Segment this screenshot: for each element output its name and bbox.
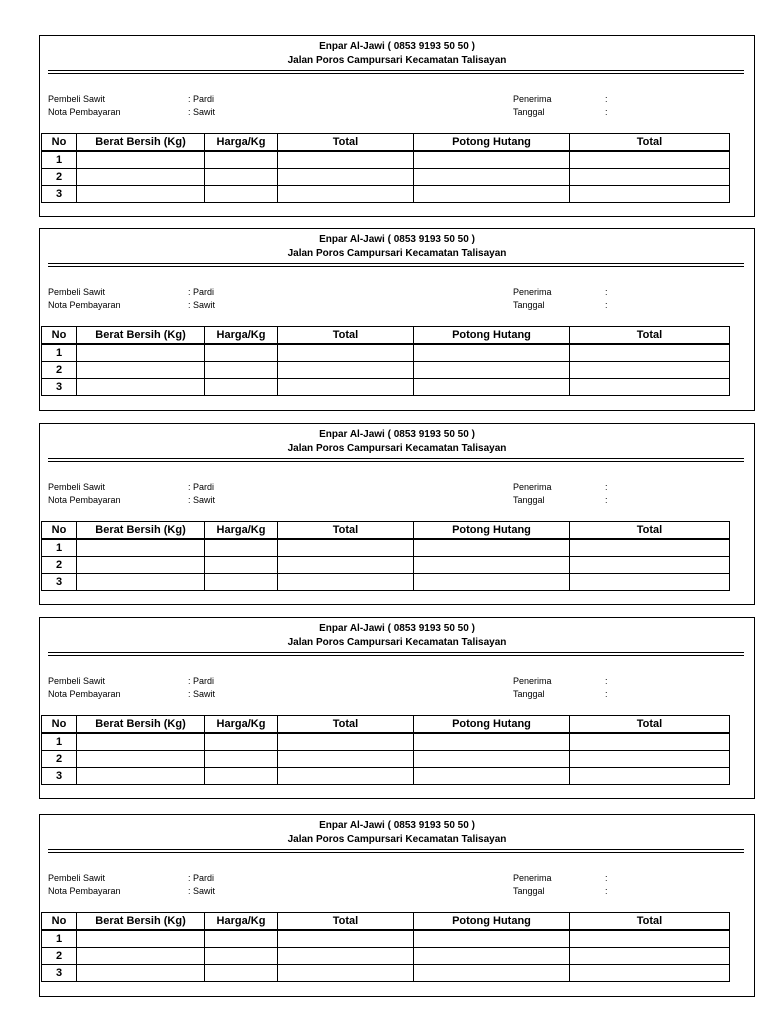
column-header-potong-hutang: Potong Hutang (414, 716, 570, 734)
column-header-no: No (42, 716, 77, 734)
column-header-berat-bersih: Berat Bersih (Kg) (77, 134, 205, 152)
column-header-total-akhir: Total (570, 716, 730, 734)
total-cell[interactable] (278, 965, 414, 982)
nota-value: : Sawit (188, 689, 216, 699)
payment-table (41, 715, 730, 785)
receipt-form (39, 228, 755, 411)
penerima-label: Penerima (513, 676, 552, 686)
company-name: Enpar Al-Jawi ( 0853 9193 50 50 ) (319, 623, 475, 634)
penerima-value: : (605, 482, 608, 492)
berat-bersih-cell[interactable] (77, 930, 205, 948)
column-header-total-akhir: Total (570, 522, 730, 540)
receipt-form (39, 35, 755, 217)
tanggal-value: : (605, 107, 608, 117)
tanggal-value: : (605, 495, 608, 505)
tanggal-label: Tanggal (513, 886, 545, 896)
potong-hutang-cell[interactable] (414, 751, 570, 768)
payment-table (41, 912, 730, 982)
tanggal-value: : (605, 300, 608, 310)
harga-cell[interactable] (205, 379, 278, 396)
column-header-harga: Harga/Kg (205, 716, 278, 734)
penerima-value: : (605, 287, 608, 297)
row-number: 2 (42, 362, 77, 379)
column-header-harga: Harga/Kg (205, 327, 278, 345)
total-akhir-cell[interactable] (570, 557, 730, 574)
column-header-no: No (42, 327, 77, 345)
harga-cell[interactable] (205, 768, 278, 785)
tanggal-label: Tanggal (513, 495, 545, 505)
total-akhir-cell[interactable] (570, 965, 730, 982)
table-header-row (42, 327, 730, 345)
harga-cell[interactable] (205, 344, 278, 362)
potong-hutang-cell[interactable] (414, 539, 570, 557)
nota-label: Nota Pembayaran (48, 689, 121, 699)
table-row (42, 169, 730, 186)
nota-value: : Sawit (188, 300, 216, 310)
potong-hutang-cell[interactable] (414, 186, 570, 203)
column-header-berat-bersih: Berat Bersih (Kg) (77, 522, 205, 540)
payment-table (41, 133, 730, 203)
penerima-label: Penerima (513, 873, 552, 883)
berat-bersih-cell[interactable] (77, 751, 205, 768)
berat-bersih-cell[interactable] (77, 379, 205, 396)
total-cell[interactable] (278, 379, 414, 396)
column-header-total: Total (278, 913, 414, 931)
total-cell[interactable] (278, 362, 414, 379)
column-header-berat-bersih: Berat Bersih (Kg) (77, 913, 205, 931)
table-row (42, 965, 730, 982)
berat-bersih-cell[interactable] (77, 539, 205, 557)
table-header-row (42, 134, 730, 152)
column-header-no: No (42, 134, 77, 152)
potong-hutang-cell[interactable] (414, 362, 570, 379)
potong-hutang-cell[interactable] (414, 151, 570, 169)
table-row (42, 948, 730, 965)
berat-bersih-cell[interactable] (77, 948, 205, 965)
total-akhir-cell[interactable] (570, 151, 730, 169)
column-header-potong-hutang: Potong Hutang (414, 522, 570, 540)
total-akhir-cell[interactable] (570, 539, 730, 557)
potong-hutang-cell[interactable] (414, 733, 570, 751)
receipt-form (39, 617, 755, 799)
table-row (42, 186, 730, 203)
tanggal-label: Tanggal (513, 689, 545, 699)
table-row (42, 930, 730, 948)
berat-bersih-cell[interactable] (77, 965, 205, 982)
harga-cell[interactable] (205, 965, 278, 982)
nota-label: Nota Pembayaran (48, 495, 121, 505)
pembeli-value: : Pardi (188, 676, 215, 686)
pembeli-label: Pembeli Sawit (48, 676, 106, 686)
column-header-total: Total (278, 134, 414, 152)
column-header-total-akhir: Total (570, 134, 730, 152)
total-cell[interactable] (278, 733, 414, 751)
company-address: Jalan Poros Campursari Kecamatan Talisayan (287, 443, 507, 454)
row-number: 2 (42, 948, 77, 965)
total-akhir-cell[interactable] (570, 379, 730, 396)
nota-label: Nota Pembayaran (48, 107, 121, 117)
berat-bersih-cell[interactable] (77, 186, 205, 203)
harga-cell[interactable] (205, 169, 278, 186)
penerima-label: Penerima (513, 94, 552, 104)
total-akhir-cell[interactable] (570, 930, 730, 948)
penerima-label: Penerima (513, 287, 552, 297)
column-header-potong-hutang: Potong Hutang (414, 913, 570, 931)
column-header-no: No (42, 522, 77, 540)
tanggal-label: Tanggal (513, 107, 545, 117)
row-number: 3 (42, 574, 77, 591)
pembeli-label: Pembeli Sawit (48, 94, 106, 104)
row-number: 3 (42, 379, 77, 396)
column-header-no: No (42, 913, 77, 931)
row-number: 3 (42, 965, 77, 982)
harga-cell[interactable] (205, 574, 278, 591)
pembeli-value: : Pardi (188, 94, 215, 104)
harga-cell[interactable] (205, 948, 278, 965)
table-row (42, 557, 730, 574)
berat-bersih-cell[interactable] (77, 733, 205, 751)
harga-cell[interactable] (205, 362, 278, 379)
potong-hutang-cell[interactable] (414, 379, 570, 396)
potong-hutang-cell[interactable] (414, 930, 570, 948)
company-name: Enpar Al-Jawi ( 0853 9193 50 50 ) (319, 41, 475, 52)
column-header-potong-hutang: Potong Hutang (414, 134, 570, 152)
total-akhir-cell[interactable] (570, 948, 730, 965)
column-header-harga: Harga/Kg (205, 134, 278, 152)
nota-value: : Sawit (188, 886, 216, 896)
column-header-berat-bersih: Berat Bersih (Kg) (77, 327, 205, 345)
potong-hutang-cell[interactable] (414, 557, 570, 574)
table-row (42, 362, 730, 379)
table-row (42, 539, 730, 557)
total-akhir-cell[interactable] (570, 574, 730, 591)
potong-hutang-cell[interactable] (414, 344, 570, 362)
table-row (42, 768, 730, 785)
column-header-berat-bersih: Berat Bersih (Kg) (77, 716, 205, 734)
potong-hutang-cell[interactable] (414, 574, 570, 591)
row-number: 3 (42, 768, 77, 785)
column-header-total: Total (278, 327, 414, 345)
company-address: Jalan Poros Campursari Kecamatan Talisayan (287, 637, 507, 648)
column-header-harga: Harga/Kg (205, 522, 278, 540)
total-cell[interactable] (278, 574, 414, 591)
penerima-label: Penerima (513, 482, 552, 492)
row-number: 1 (42, 151, 77, 169)
header-divider (48, 263, 744, 267)
potong-hutang-cell[interactable] (414, 169, 570, 186)
pembeli-label: Pembeli Sawit (48, 873, 106, 883)
tanggal-value: : (605, 886, 608, 896)
total-cell[interactable] (278, 751, 414, 768)
total-cell[interactable] (278, 930, 414, 948)
total-cell[interactable] (278, 186, 414, 203)
table-row (42, 733, 730, 751)
table-row (42, 379, 730, 396)
total-cell[interactable] (278, 169, 414, 186)
header-divider (48, 458, 744, 462)
harga-cell[interactable] (205, 557, 278, 574)
berat-bersih-cell[interactable] (77, 768, 205, 785)
berat-bersih-cell[interactable] (77, 151, 205, 169)
nota-label: Nota Pembayaran (48, 886, 121, 896)
potong-hutang-cell[interactable] (414, 948, 570, 965)
total-cell[interactable] (278, 768, 414, 785)
table-row (42, 151, 730, 169)
berat-bersih-cell[interactable] (77, 574, 205, 591)
berat-bersih-cell[interactable] (77, 557, 205, 574)
header-divider (48, 70, 744, 74)
tanggal-label: Tanggal (513, 300, 545, 310)
total-akhir-cell[interactable] (570, 362, 730, 379)
penerima-value: : (605, 676, 608, 686)
column-header-total-akhir: Total (570, 327, 730, 345)
table-header-row (42, 522, 730, 540)
potong-hutang-cell[interactable] (414, 768, 570, 785)
harga-cell[interactable] (205, 751, 278, 768)
total-akhir-cell[interactable] (570, 344, 730, 362)
header-divider (48, 849, 744, 853)
penerima-value: : (605, 94, 608, 104)
row-number: 1 (42, 539, 77, 557)
harga-cell[interactable] (205, 151, 278, 169)
column-header-potong-hutang: Potong Hutang (414, 327, 570, 345)
table-row (42, 751, 730, 768)
harga-cell[interactable] (205, 733, 278, 751)
total-akhir-cell[interactable] (570, 768, 730, 785)
payment-table (41, 521, 730, 591)
company-address: Jalan Poros Campursari Kecamatan Talisayan (287, 55, 507, 66)
nota-value: : Sawit (188, 495, 216, 505)
company-name: Enpar Al-Jawi ( 0853 9193 50 50 ) (319, 429, 475, 440)
company-address: Jalan Poros Campursari Kecamatan Talisayan (287, 248, 507, 259)
header-divider (48, 652, 744, 656)
column-header-harga: Harga/Kg (205, 913, 278, 931)
company-name: Enpar Al-Jawi ( 0853 9193 50 50 ) (319, 234, 475, 245)
tanggal-value: : (605, 689, 608, 699)
harga-cell[interactable] (205, 539, 278, 557)
table-header-row (42, 913, 730, 931)
company-address: Jalan Poros Campursari Kecamatan Talisayan (287, 834, 507, 845)
total-akhir-cell[interactable] (570, 169, 730, 186)
table-header-row (42, 716, 730, 734)
total-cell[interactable] (278, 557, 414, 574)
pembeli-value: : Pardi (188, 873, 215, 883)
pembeli-value: : Pardi (188, 482, 215, 492)
total-akhir-cell[interactable] (570, 751, 730, 768)
harga-cell[interactable] (205, 186, 278, 203)
row-number: 2 (42, 169, 77, 186)
row-number: 2 (42, 751, 77, 768)
total-akhir-cell[interactable] (570, 186, 730, 203)
payment-table (41, 326, 730, 396)
row-number: 2 (42, 557, 77, 574)
harga-cell[interactable] (205, 930, 278, 948)
potong-hutang-cell[interactable] (414, 965, 570, 982)
table-row (42, 574, 730, 591)
total-cell[interactable] (278, 539, 414, 557)
pembeli-label: Pembeli Sawit (48, 287, 106, 297)
nota-label: Nota Pembayaran (48, 300, 121, 310)
row-number: 3 (42, 186, 77, 203)
row-number: 1 (42, 344, 77, 362)
nota-value: : Sawit (188, 107, 216, 117)
berat-bersih-cell[interactable] (77, 169, 205, 186)
receipt-form (39, 814, 755, 997)
column-header-total: Total (278, 716, 414, 734)
pembeli-value: : Pardi (188, 287, 215, 297)
penerima-value: : (605, 873, 608, 883)
receipt-form (39, 423, 755, 605)
total-akhir-cell[interactable] (570, 733, 730, 751)
total-cell[interactable] (278, 344, 414, 362)
total-cell[interactable] (278, 151, 414, 169)
row-number: 1 (42, 733, 77, 751)
row-number: 1 (42, 930, 77, 948)
column-header-total: Total (278, 522, 414, 540)
company-name: Enpar Al-Jawi ( 0853 9193 50 50 ) (319, 820, 475, 831)
total-cell[interactable] (278, 948, 414, 965)
berat-bersih-cell[interactable] (77, 362, 205, 379)
pembeli-label: Pembeli Sawit (48, 482, 106, 492)
table-row (42, 344, 730, 362)
berat-bersih-cell[interactable] (77, 344, 205, 362)
column-header-total-akhir: Total (570, 913, 730, 931)
